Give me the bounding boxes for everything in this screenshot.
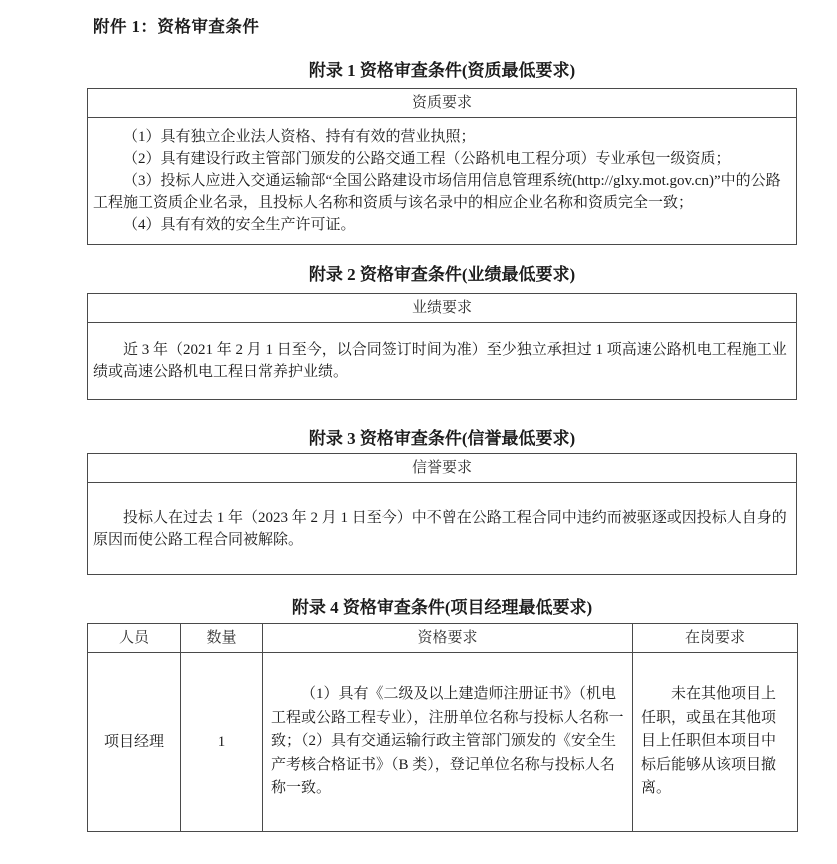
on-duty-text: 未在其他项目上任职，或虽在其他项目上任职但本项目中标后能够从该项目撤离。 (641, 686, 777, 797)
column-header-on-duty: 在岗要求 (633, 624, 798, 653)
table-body-row (88, 323, 797, 400)
project-manager-requirements-table (87, 623, 798, 832)
performance-requirements-table (87, 293, 797, 400)
performance-requirements-cell (88, 323, 797, 400)
table-body-row (88, 483, 797, 575)
on-duty-cell (633, 653, 798, 832)
column-header-person: 人员 (88, 624, 181, 653)
table-body-row (88, 118, 797, 245)
appendix-3-heading: 附录 3 资格审查条件(信誉最低要求) (308, 429, 576, 448)
appendix-2-heading: 附录 2 资格审查条件(业绩最低要求) (308, 265, 576, 284)
credit-column-header: 信誉要求 (88, 454, 797, 483)
requirement-item: 投标人在过去 1 年（2023 年 2 月 1 日至今）中不曾在公路工程合同中违约而被驱逐或因投标人自身的原因而使公路工程合同被解除。 (93, 509, 787, 548)
requirement-item: （1）具有独立企业法人资格、持有有效的营业执照； (123, 129, 476, 145)
requirement-item: （3）投标人应进入交通运输部“全国公路建设市场信用信息管理系统(http://glxy.mot.gov.cn)”中的公路工程施工资质企业名录，且投标人名称和资质与该名录中的相应企业名称和资质完全一致； (93, 173, 781, 211)
credit-requirements-cell (88, 483, 797, 575)
table-row (88, 653, 798, 832)
quantity-cell: 1 (181, 653, 263, 832)
table-header-row (88, 624, 798, 653)
table-header-row (88, 294, 797, 323)
requirement-item: 近 3 年（2021 年 2 月 1 日至今，以合同签订时间为准）至少独立承担过 1 项高速公路机电工程施工业绩或高速公路机电工程日常养护业绩。 (93, 342, 787, 380)
page-title: 附件 1：资格审查条件 (93, 17, 260, 36)
table-header-row (88, 454, 797, 483)
qualification-cell (263, 653, 633, 832)
appendix-4-heading: 附录 4 资格审查条件(项目经理最低要求) (291, 598, 593, 617)
requirement-item: （4）具有有效的安全生产许可证。 (123, 217, 356, 233)
qualification-requirements-cell (88, 118, 797, 245)
qualification-text: （1）具有《二级及以上建造师注册证书》（机电工程或公路工程专业），注册单位名称与投标人名称一致；（2）具有交通运输行政主管部门颁发的《安全生产考核合格证书》（B 类），登记单位名称与投标人名称一致。 (271, 686, 624, 797)
qualification-column-header: 资质要求 (88, 89, 797, 118)
qualification-requirements-table (87, 88, 797, 245)
column-header-qualification: 资格要求 (263, 624, 633, 653)
performance-column-header: 业绩要求 (88, 294, 797, 323)
person-cell: 项目经理 (88, 653, 181, 832)
requirement-item: （2）具有建设行政主管部门颁发的公路交通工程（公路机电工程分项）专业承包一级资质； (123, 151, 731, 167)
column-header-quantity: 数量 (181, 624, 263, 653)
table-header-row (88, 89, 797, 118)
credit-requirements-table (87, 453, 797, 575)
appendix-1-heading: 附录 1 资格审查条件(资质最低要求) (308, 61, 576, 80)
